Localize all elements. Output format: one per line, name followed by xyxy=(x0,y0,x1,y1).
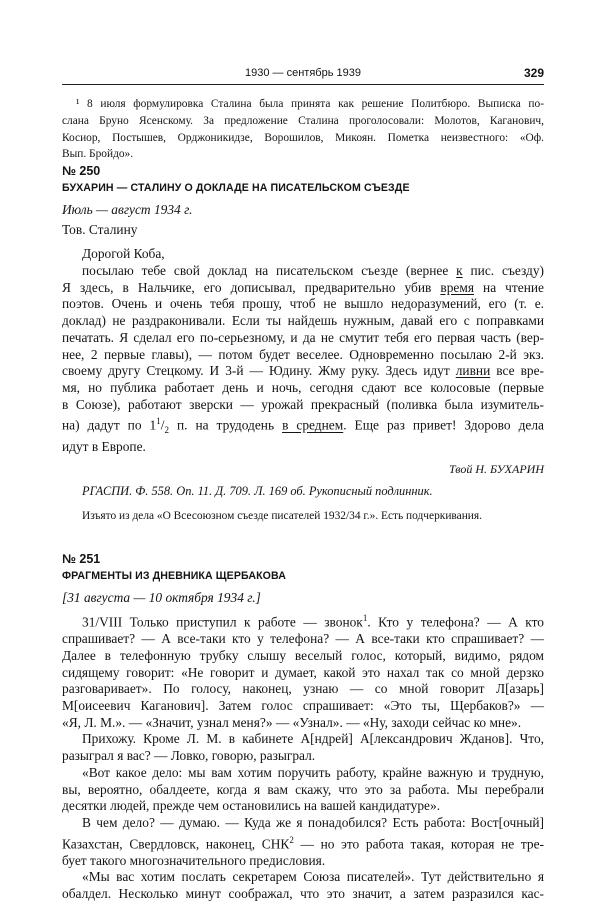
text-line: 31/VIII Только приступил к работе — звонок$^1$. Кто у телефона? — А кто xyxy=(82,613,544,630)
text-line: в Союзе), работают зверски — урожай прекрасный (поливка была изумитель- xyxy=(62,396,544,412)
text-line: идут в Европе. xyxy=(62,439,146,455)
text-line: Далее в телефонную трубку слышу веселый голос, который, видимо, рядом xyxy=(62,647,544,663)
text-line: обалдел. Несколько минут соображал, что это значит, а затем разразился кас- xyxy=(62,886,544,902)
text-line: «Вот какое дело: мы вам хотим поручить работу, крайне важную и трудную, xyxy=(82,764,544,780)
text-line: вы, вероятно, обалдеете, когда я вам скажу, что это за работа. Мы перебрали xyxy=(62,781,544,797)
page-number: 329 xyxy=(523,66,544,80)
doc-251-number: № 251 xyxy=(62,552,101,566)
doc-250-heading: БУХАРИН — СТАЛИНУ О ДОКЛАДЕ НА ПИСАТЕЛЬСКОМ СЪЕЗДЕ xyxy=(62,182,410,194)
text-line: «Мы вас хотим послать секретарем Союза писателей». Тут действительно я xyxy=(82,869,544,885)
text-line: Прихожу. Кроме Л. М. в кабинете А[ндрей] А[лександрович Жданов]. Что, xyxy=(82,731,544,747)
doc-250-letter-body xyxy=(62,263,544,456)
running-head-rule xyxy=(62,84,544,85)
text-line: Я здесь, в Нальчике, его дописывал, предварительно убив время на чтение xyxy=(62,279,544,295)
text-line: поэтов. Очень и очень тебя прошу, чтоб не вышло недоразумений, его (т. е. xyxy=(62,296,544,312)
footnote xyxy=(62,96,544,163)
text-line: десятки людей, прежде чем остановились на вашей кандидатуре». xyxy=(62,798,441,814)
doc-250-editor-note: Изъято из дела «О Всесоюзном съезде писателей 1932/34 г.». Есть подчеркивания. xyxy=(82,510,482,522)
doc-251-date: [31 августа — 10 октября 1934 г.] xyxy=(62,590,261,605)
text-line: сидящему говорит: «Не говорит и думает, какой это нахал так со мной дерзко xyxy=(62,664,544,680)
text-line: В чем дело? — думаю. — Куда же я понадобился? Есть работа: Вост[очный] xyxy=(82,814,544,830)
text-line: печатать. Я сделал его по-серьезному, и да не смутит тебя его первая часть (вер- xyxy=(62,329,544,345)
text-line: Казахстан, Свердловск, наконец, СНК$^2$ — но это работа такая, которая не тре- xyxy=(62,834,544,852)
doc-250-number: № 250 xyxy=(62,164,101,178)
doc-250-salutation: Тов. Сталину xyxy=(62,222,138,237)
doc-251-diary-text xyxy=(62,610,544,903)
text-line: разговаривает». По голосу, наконец, узнаю — со мной говорит Л[азарь] xyxy=(62,681,544,697)
doc-250-date: Июль — август 1934 г. xyxy=(62,202,193,217)
doc-250-signature: Твой Н. БУХАРИН xyxy=(449,462,544,476)
text-line: мя, но публика работает день и ночь, сегодня сдают все колосовые (первые xyxy=(62,379,544,395)
footnote-line: ¹ 8 июля формулировка Сталина была принята как решение Политбюро. Выписка по- слана Бруно Ясенскому. За предложение Сталина проголосовали: Молотов, Каганович, Косиор, Постышев, Орджоникидзе, Ворошилов, Микоян. Пометка неизвестного: «Оф. Вып. Бройдо». xyxy=(62,98,544,161)
running-head-title: 1930 — сентябрь 1939 xyxy=(245,67,361,79)
text-line: доклад) не раздраконивали. Если ты найдешь нужным, давай его с поправками xyxy=(62,313,544,329)
text-line: разыграл я вас? — Ловко, говорю, разыграл. xyxy=(62,748,316,764)
text-line: своему другу Стецкому. И 3-й — Юдину. Жму руку. Здесь идут ливни все вре- xyxy=(62,363,544,379)
doc-250-greeting: Дорогой Коба, xyxy=(82,246,165,261)
text-line: на) дадут по $1^1/_2$ п. на трудодень в среднем. Еще раз привет! Здорово дела xyxy=(62,416,544,436)
text-line: спрашивает? — А все-таки кто у телефона? — А все-таки кто спрашивает? — xyxy=(62,631,544,647)
text-line: «Я, Л. М.». — «Значит, узнал меня?» — «Узнал». — «Ну, заходи сейчас ко мне». xyxy=(62,714,522,730)
text-line: М[оисеевич Каганович]. Затем голос спрашивает: «Это ты, Щербаков?» — xyxy=(62,697,544,713)
text-line: нее, 2 первые главы), — потом будет веселее. Одновременно посылаю 2-й экз. xyxy=(62,346,544,362)
doc-251-heading: ФРАГМЕНТЫ ИЗ ДНЕВНИКА ЩЕРБАКОВА xyxy=(62,570,286,582)
running-head xyxy=(62,66,544,82)
text-line: посылаю тебе свой доклад на писательском съезде (вернее к пис. съезду) xyxy=(82,263,544,278)
doc-250-archive-reference: РГАСПИ. Ф. 558. Оп. 11. Д. 709. Л. 169 об. Рукописный подлинник. xyxy=(82,484,433,498)
text-line: бует такого многозначительного предисловия. xyxy=(62,852,326,868)
